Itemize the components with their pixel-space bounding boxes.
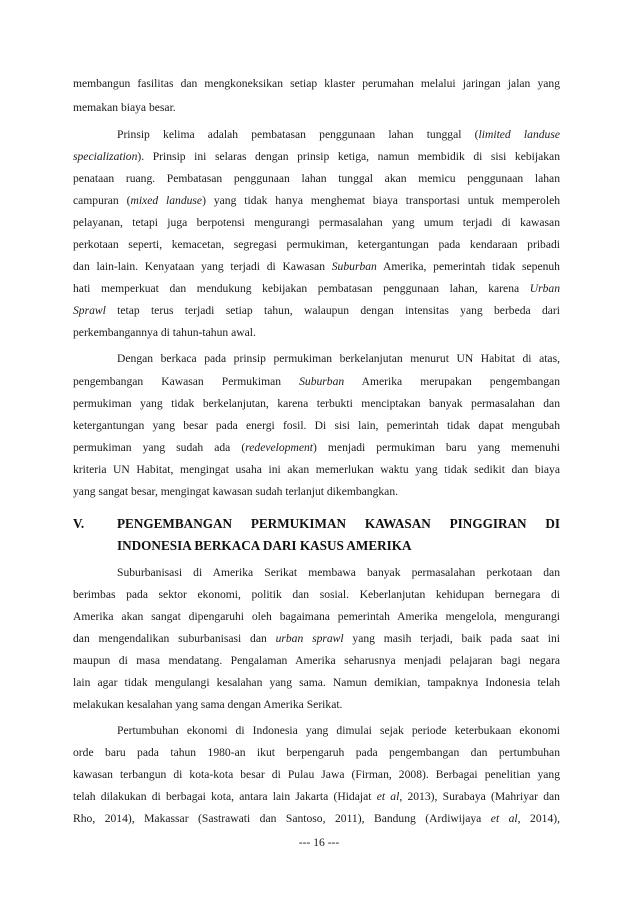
text-line: orde baru pada tahun 1980-an ikut berpengaruh pada pengembangan dan pertumbuhan [73, 746, 560, 759]
text-line: perkembangannya di tahun-tahun awal. [73, 326, 256, 339]
text-line: berimbas pada sektor ekonomi, politik dan sosial. Keberlanjutan kehidupan bernegara di [73, 588, 560, 601]
text-line: lain agar tidak mengulangi kesalahan yang sama. Namun demikian, tampaknya Indonesia telah [73, 676, 560, 689]
text-line: yang sangat besar, mengingat kawasan sudah terlanjut dikembangkan. [73, 485, 399, 498]
text-line: dan mengendalikan suburbanisasi dan urban sprawl yang masih terjadi, baik pada saat ini [73, 632, 560, 645]
text-line: memakan biaya besar. [73, 101, 176, 114]
text-line: kawasan terbangun di kota-kota besar di Pulau Jawa (Firman, 2008). Berbagai penelitian yang [73, 768, 560, 781]
text-line: Sprawl tetap terus terjadi setiap tahun, walaupun dengan intensitas yang berbeda dari [73, 304, 560, 317]
text-line: telah dilakukan di berbagai kota, antara lain Jakarta (Hidajat et al, 2013), Surabaya (Mahriyar dan [73, 790, 560, 803]
text-line: Dengan berkaca pada prinsip permukiman berkelanjutan menurut UN Habitat di atas, [117, 352, 560, 365]
section-heading-line-2: INDONESIA BERKACA DARI KASUS AMERIKA [117, 538, 412, 553]
text-line: Suburbanisasi di Amerika Serikat membawa banyak permasalahan perkotaan dan [117, 566, 560, 579]
text-line: ketergantungan yang besar pada energi fosil. Di sisi lain, pemerintah tidak dapat mengubah [73, 419, 560, 432]
text-line: kriteria UN Habitat, mengingat usaha ini akan memerlukan waktu yang tidak sedikit dan biaya [73, 463, 560, 476]
text-line: campuran (mixed landuse) yang tidak hanya menghemat biaya transportasi untuk memperoleh [73, 194, 560, 207]
page-number: --- 16 --- [298, 836, 340, 849]
section-number: V. [73, 516, 85, 531]
text-line: melakukan kesalahan yang sama dengan Amerika Serikat. [73, 698, 343, 711]
text-line: Prinsip kelima adalah pembatasan penggunaan lahan tunggal (limited landuse [117, 128, 560, 141]
text-line: permukiman yang sudah ada (redevelopment) menjadi permukiman baru yang memenuhi [73, 441, 560, 454]
text-line: dan lain-lain. Kenyataan yang terjadi di Kawasan Suburban Amerika, pemerintah tidak sepenuh [73, 260, 560, 273]
text-line: pelayanan, tetapi juga berpotensi mengurangi permasalahan yang umum terjadi di kawasan [73, 216, 560, 229]
text-line: pengembangan Kawasan Permukiman Suburban Amerika merupakan pengembangan [73, 375, 560, 388]
text-line: maupun di masa mendatang. Pengalaman Amerika seharusnya menjadi pelajaran bagi negara [73, 654, 560, 667]
text-line: permukiman yang tidak berkelanjutan, karena terbukti menciptakan banyak permasalahan dan [73, 397, 560, 410]
text-line: hati memperkuat dan mendukung kebijakan pembatasan penggunaan lahan, karena Urban [73, 282, 560, 295]
text-line: membangun fasilitas dan mengkoneksikan setiap klaster perumahan melalui jaringan jalan yang [73, 77, 560, 90]
text-line: Pertumbuhan ekonomi di Indonesia yang dimulai sejak periode keterbukaan ekonomi [117, 724, 560, 737]
text-line: perkotaan seperti, kemacetan, segregasi permukiman, ketergantungan pada kendaraan pribadi [73, 238, 560, 251]
text-line: Rho, 2014), Makassar (Sastrawati dan Santoso, 2011), Bandung (Ardiwijaya et al, 2014), [73, 812, 560, 825]
text-line: penataan ruang. Pembatasan penggunaan lahan tunggal akan memicu penggunaan lahan [73, 172, 560, 185]
text-line: Amerika akan sangat dipengaruhi oleh bagaimana pemerintah Amerika mengelola, mengurangi [73, 610, 560, 623]
text-line: specialization). Prinsip ini selaras dengan prinsip ketiga, namun membidik di sisi kebijakan [73, 150, 560, 163]
section-heading-line-1: PENGEMBANGAN PERMUKIMAN KAWASAN PINGGIRAN DI [117, 516, 560, 531]
